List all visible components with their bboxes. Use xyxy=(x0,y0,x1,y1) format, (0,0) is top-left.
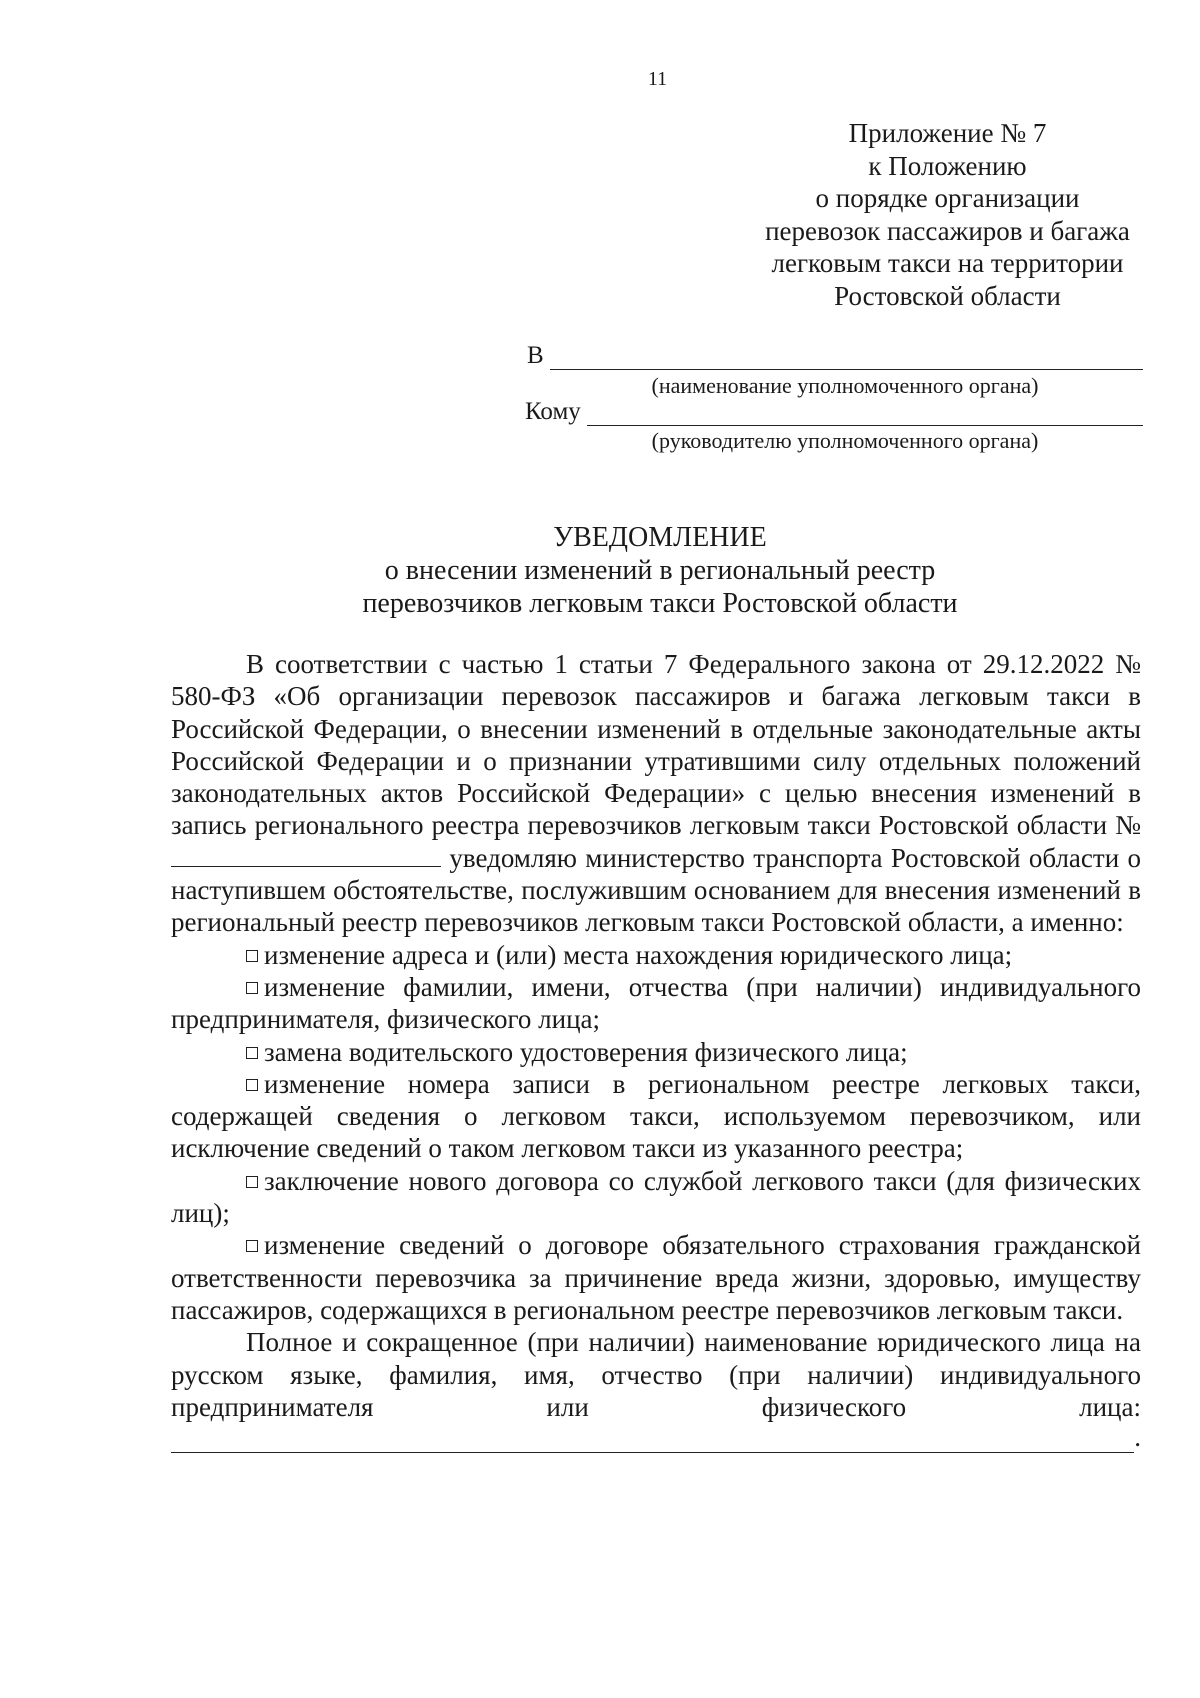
option-item xyxy=(171,1068,1141,1165)
applicant-name-field[interactable] xyxy=(171,1432,1134,1453)
notice-body xyxy=(171,648,1141,1453)
option-text: замена водительского удостоверения физического лица; xyxy=(264,1036,908,1067)
final-paragraph: Полное и сокращенное (при наличии) наименование юридического лица на русском языке, фамилия, имя, отчество (при наличии) индивидуального предпринимателя или физического лица: xyxy=(171,1327,1141,1422)
appendix-line: легковым такси на территории xyxy=(771,248,1124,278)
option-checkbox[interactable] xyxy=(246,950,258,962)
option-item xyxy=(171,1036,1141,1068)
option-text: заключение нового договора со службой легкового такси (для физических лиц); xyxy=(171,1165,1141,1229)
addressee-organ-label: В xyxy=(527,342,544,369)
addressee-organ-field[interactable] xyxy=(550,345,1143,370)
appendix-line: о порядке организации xyxy=(815,183,1080,213)
addressee-person-caption: (руководителю уполномоченного органа) xyxy=(651,428,1039,453)
notice-heading: УВЕДОМЛЕНИЕ xyxy=(553,522,767,553)
option-checkbox[interactable] xyxy=(246,1176,258,1188)
addressee-person-row xyxy=(525,398,1143,426)
intro-text-part2: уведомляю министерство транспорта Ростовской области о наступившем обстоятельстве, послужившим основанием для внесения изменений в региональный реестр перевозчиков легковым такси Ростовской области, а именно: xyxy=(171,842,1142,938)
appendix-header xyxy=(730,117,1165,312)
intro-paragraph xyxy=(171,648,1141,939)
option-checkbox[interactable] xyxy=(246,1240,258,1252)
notice-subtitle-line: о внесении изменений в региональный реестр xyxy=(384,555,936,586)
intro-text-part1: В соответствии с частью 1 статьи 7 Федерального закона от 29.12.2022 № 580-ФЗ «Об организации перевозок пассажиров и багажа легковым такси в Российской Федерации, о внесении изменений в отдельные законодательные акты Российской Федерации и о признании утратившими силу отдельных положений законодательных актов Российской Федерации» с целью внесения изменений в запись регионального реестра перевозчиков легковым такси Ростовской области № xyxy=(171,649,1141,841)
applicant-name-row xyxy=(171,1423,1141,1453)
addressee-person-label: Кому xyxy=(525,398,581,425)
addressee-organ-caption: (наименование уполномоченного органа) xyxy=(651,373,1039,398)
option-checkbox[interactable] xyxy=(246,1047,258,1059)
option-item xyxy=(171,1165,1141,1230)
option-checkbox[interactable] xyxy=(246,982,258,994)
appendix-line: Ростовской области xyxy=(834,280,1061,311)
option-text: изменение сведений о договоре обязательного страхования гражданской ответственности перевозчика за причинение вреда жизни, здоровью, имуществу пассажиров, содержащихся в региональном реестре перевозчиков легковым такси. xyxy=(171,1230,1141,1325)
appendix-line: к Положению xyxy=(868,150,1027,181)
option-text: изменение адреса и (или) места нахождения юридического лица; xyxy=(264,939,1013,970)
appendix-line: Приложение № 7 xyxy=(848,118,1047,148)
page-number: 11 xyxy=(647,68,668,90)
option-text: изменение номера записи в региональном реестре легковых такси, содержащей сведения о легковом такси, используемом перевозчиком, или исключение сведений о таком легковом такси из указанного реестра; xyxy=(171,1068,1141,1164)
notice-subtitle-line: перевозчиков легковым такси Ростовской области xyxy=(362,588,958,619)
option-item xyxy=(171,971,1141,1036)
applicant-name-end: . xyxy=(1134,1421,1141,1452)
option-item xyxy=(171,939,1141,971)
appendix-line: перевозок пассажиров и багажа xyxy=(765,215,1130,246)
addressee-organ-row xyxy=(527,342,1143,370)
option-checkbox[interactable] xyxy=(246,1079,258,1091)
option-item xyxy=(171,1229,1141,1326)
registry-number-field[interactable] xyxy=(171,844,441,867)
option-text: изменение фамилии, имени, отчества (при наличии) индивидуального предпринимателя, физического лица; xyxy=(171,971,1141,1035)
notice-title xyxy=(170,521,1150,620)
addressee-person-field[interactable] xyxy=(587,401,1143,426)
